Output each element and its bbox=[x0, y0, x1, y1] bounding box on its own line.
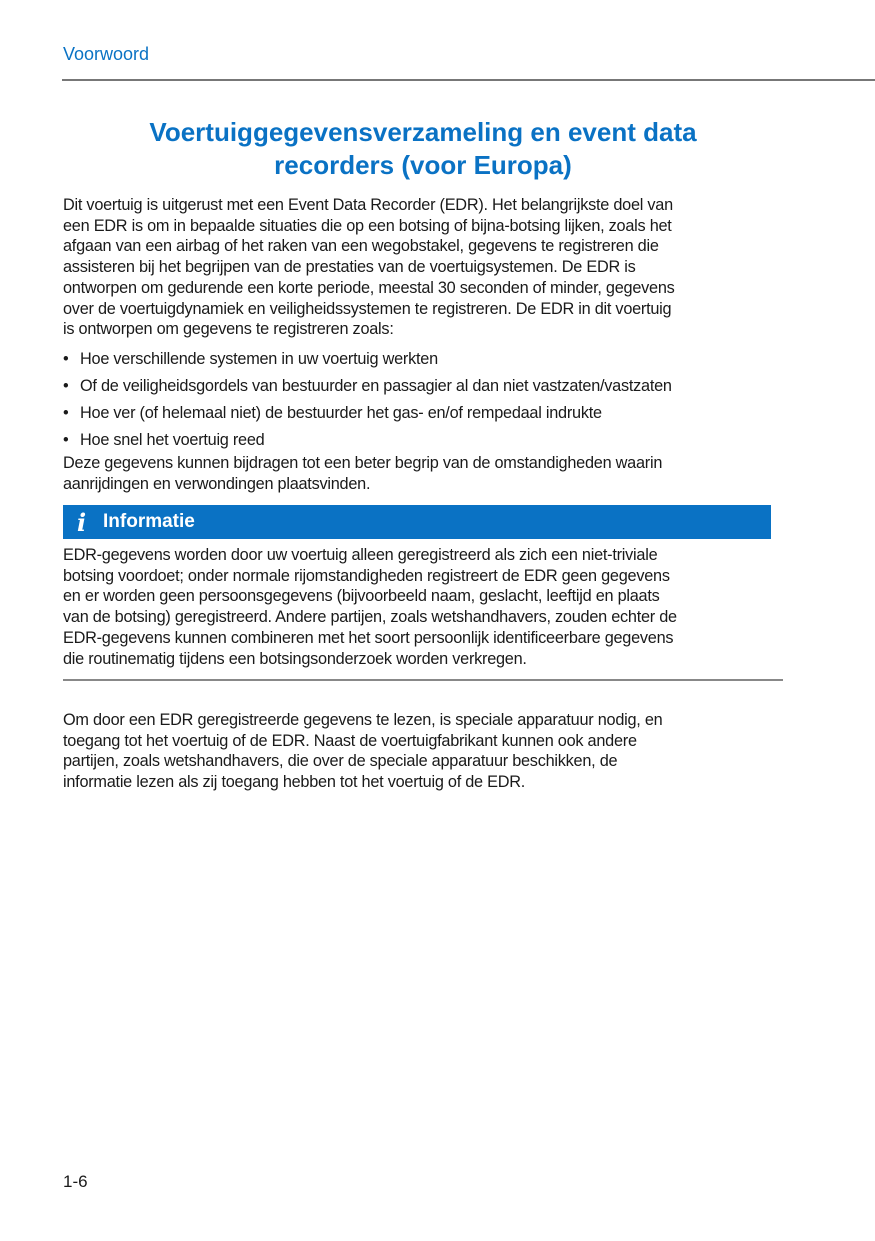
closing-paragraph bbox=[63, 710, 662, 793]
title-line: recorders (voor Europa) bbox=[274, 150, 572, 180]
info-box-divider bbox=[63, 679, 783, 681]
text-line: partijen, zoals wetshandhavers, die over de speciale apparatuur beschikken, de bbox=[63, 752, 618, 771]
bullet-icon: • bbox=[63, 350, 69, 368]
page-number: 1-6 bbox=[63, 1172, 88, 1191]
bullet-list bbox=[63, 346, 672, 454]
list-item bbox=[63, 373, 672, 400]
text-line: is ontworpen om gegevens te registreren zoals: bbox=[63, 320, 394, 339]
text-line: botsing voordoet; onder normale rijomstandigheden registreert de EDR geen gegevens bbox=[63, 566, 670, 585]
list-item-text: Hoe verschillende systemen in uw voertuig werkten bbox=[80, 350, 438, 368]
info-title: Informatie bbox=[103, 511, 195, 532]
bullet-icon: • bbox=[63, 404, 69, 422]
info-box-header bbox=[63, 505, 771, 539]
list-item-text: Of de veiligheidsgordels van bestuurder en passagier al dan niet vastzaten/vastzaten bbox=[80, 377, 672, 395]
text-line: die routinematig tijdens een botsingsonderzoek worden verkregen. bbox=[63, 649, 527, 668]
bullet-icon: • bbox=[63, 377, 69, 395]
text-line: ontworpen om gedurende een korte periode, meestal 30 seconden of minder, gegevens bbox=[63, 278, 675, 297]
list-item bbox=[63, 346, 672, 373]
text-line: en er worden geen persoonsgegevens (bijvoorbeeld naam, geslacht, leeftijd en plaats bbox=[63, 587, 660, 606]
text-line: over de voertuigdynamiek en veiligheidssystemen te registreren. De EDR in dit voertuig bbox=[63, 299, 672, 318]
bullet-icon: • bbox=[63, 431, 69, 449]
section-header: Voorwoord bbox=[63, 44, 150, 64]
title-line: Voertuiggegevensverzameling en event data bbox=[149, 117, 697, 147]
text-line: afgaan van een airbag of het raken van een wegobstakel, gegevens te registreren die bbox=[63, 237, 659, 256]
text-line: toegang tot het voertuig of de EDR. Naast de voertuigfabrikant kunnen ook andere bbox=[63, 731, 637, 750]
text-line: Om door een EDR geregistreerde gegevens te lezen, is speciale apparatuur nodig, en bbox=[63, 711, 663, 729]
text-line: een EDR is om in bepaalde situaties die op een botsing of bijna-botsing lijken, zoals het bbox=[63, 216, 672, 235]
list-item bbox=[63, 427, 672, 454]
info-icon: i bbox=[77, 507, 87, 537]
intro-paragraph bbox=[63, 195, 675, 340]
text-line: assisteren bij het begrijpen van de prestaties van de voertuigsystemen. De EDR is bbox=[63, 258, 636, 277]
text-line: EDR-gegevens kunnen combineren met het soort persoonlijk identificeerbare gegevens bbox=[63, 628, 674, 647]
text-line: informatie lezen als zij toegang hebben tot het voertuig of de EDR. bbox=[63, 773, 526, 792]
list-item-text: Hoe snel het voertuig reed bbox=[80, 431, 265, 449]
info-paragraph bbox=[63, 545, 677, 669]
page-title bbox=[63, 116, 783, 182]
text-line: EDR-gegevens worden door uw voertuig alleen geregistreerd als zich een niet-triviale bbox=[63, 546, 658, 564]
list-item-text: Hoe ver (of helemaal niet) de bestuurder het gas- en/of rempedaal indrukte bbox=[80, 404, 602, 422]
text-line: van de botsing) geregistreerd. Andere partijen, zoals wetshandhavers, zouden echter de bbox=[63, 608, 677, 627]
text-line: Deze gegevens kunnen bijdragen tot een beter begrip van de omstandigheden waarin bbox=[63, 454, 663, 472]
header-divider bbox=[62, 79, 875, 81]
text-line: Dit voertuig is uitgerust met een Event Data Recorder (EDR). Het belangrijkste doel van bbox=[63, 196, 673, 214]
list-item bbox=[63, 400, 672, 427]
summary-paragraph bbox=[63, 453, 662, 494]
text-line: aanrijdingen en verwondingen plaatsvinden. bbox=[63, 474, 371, 493]
